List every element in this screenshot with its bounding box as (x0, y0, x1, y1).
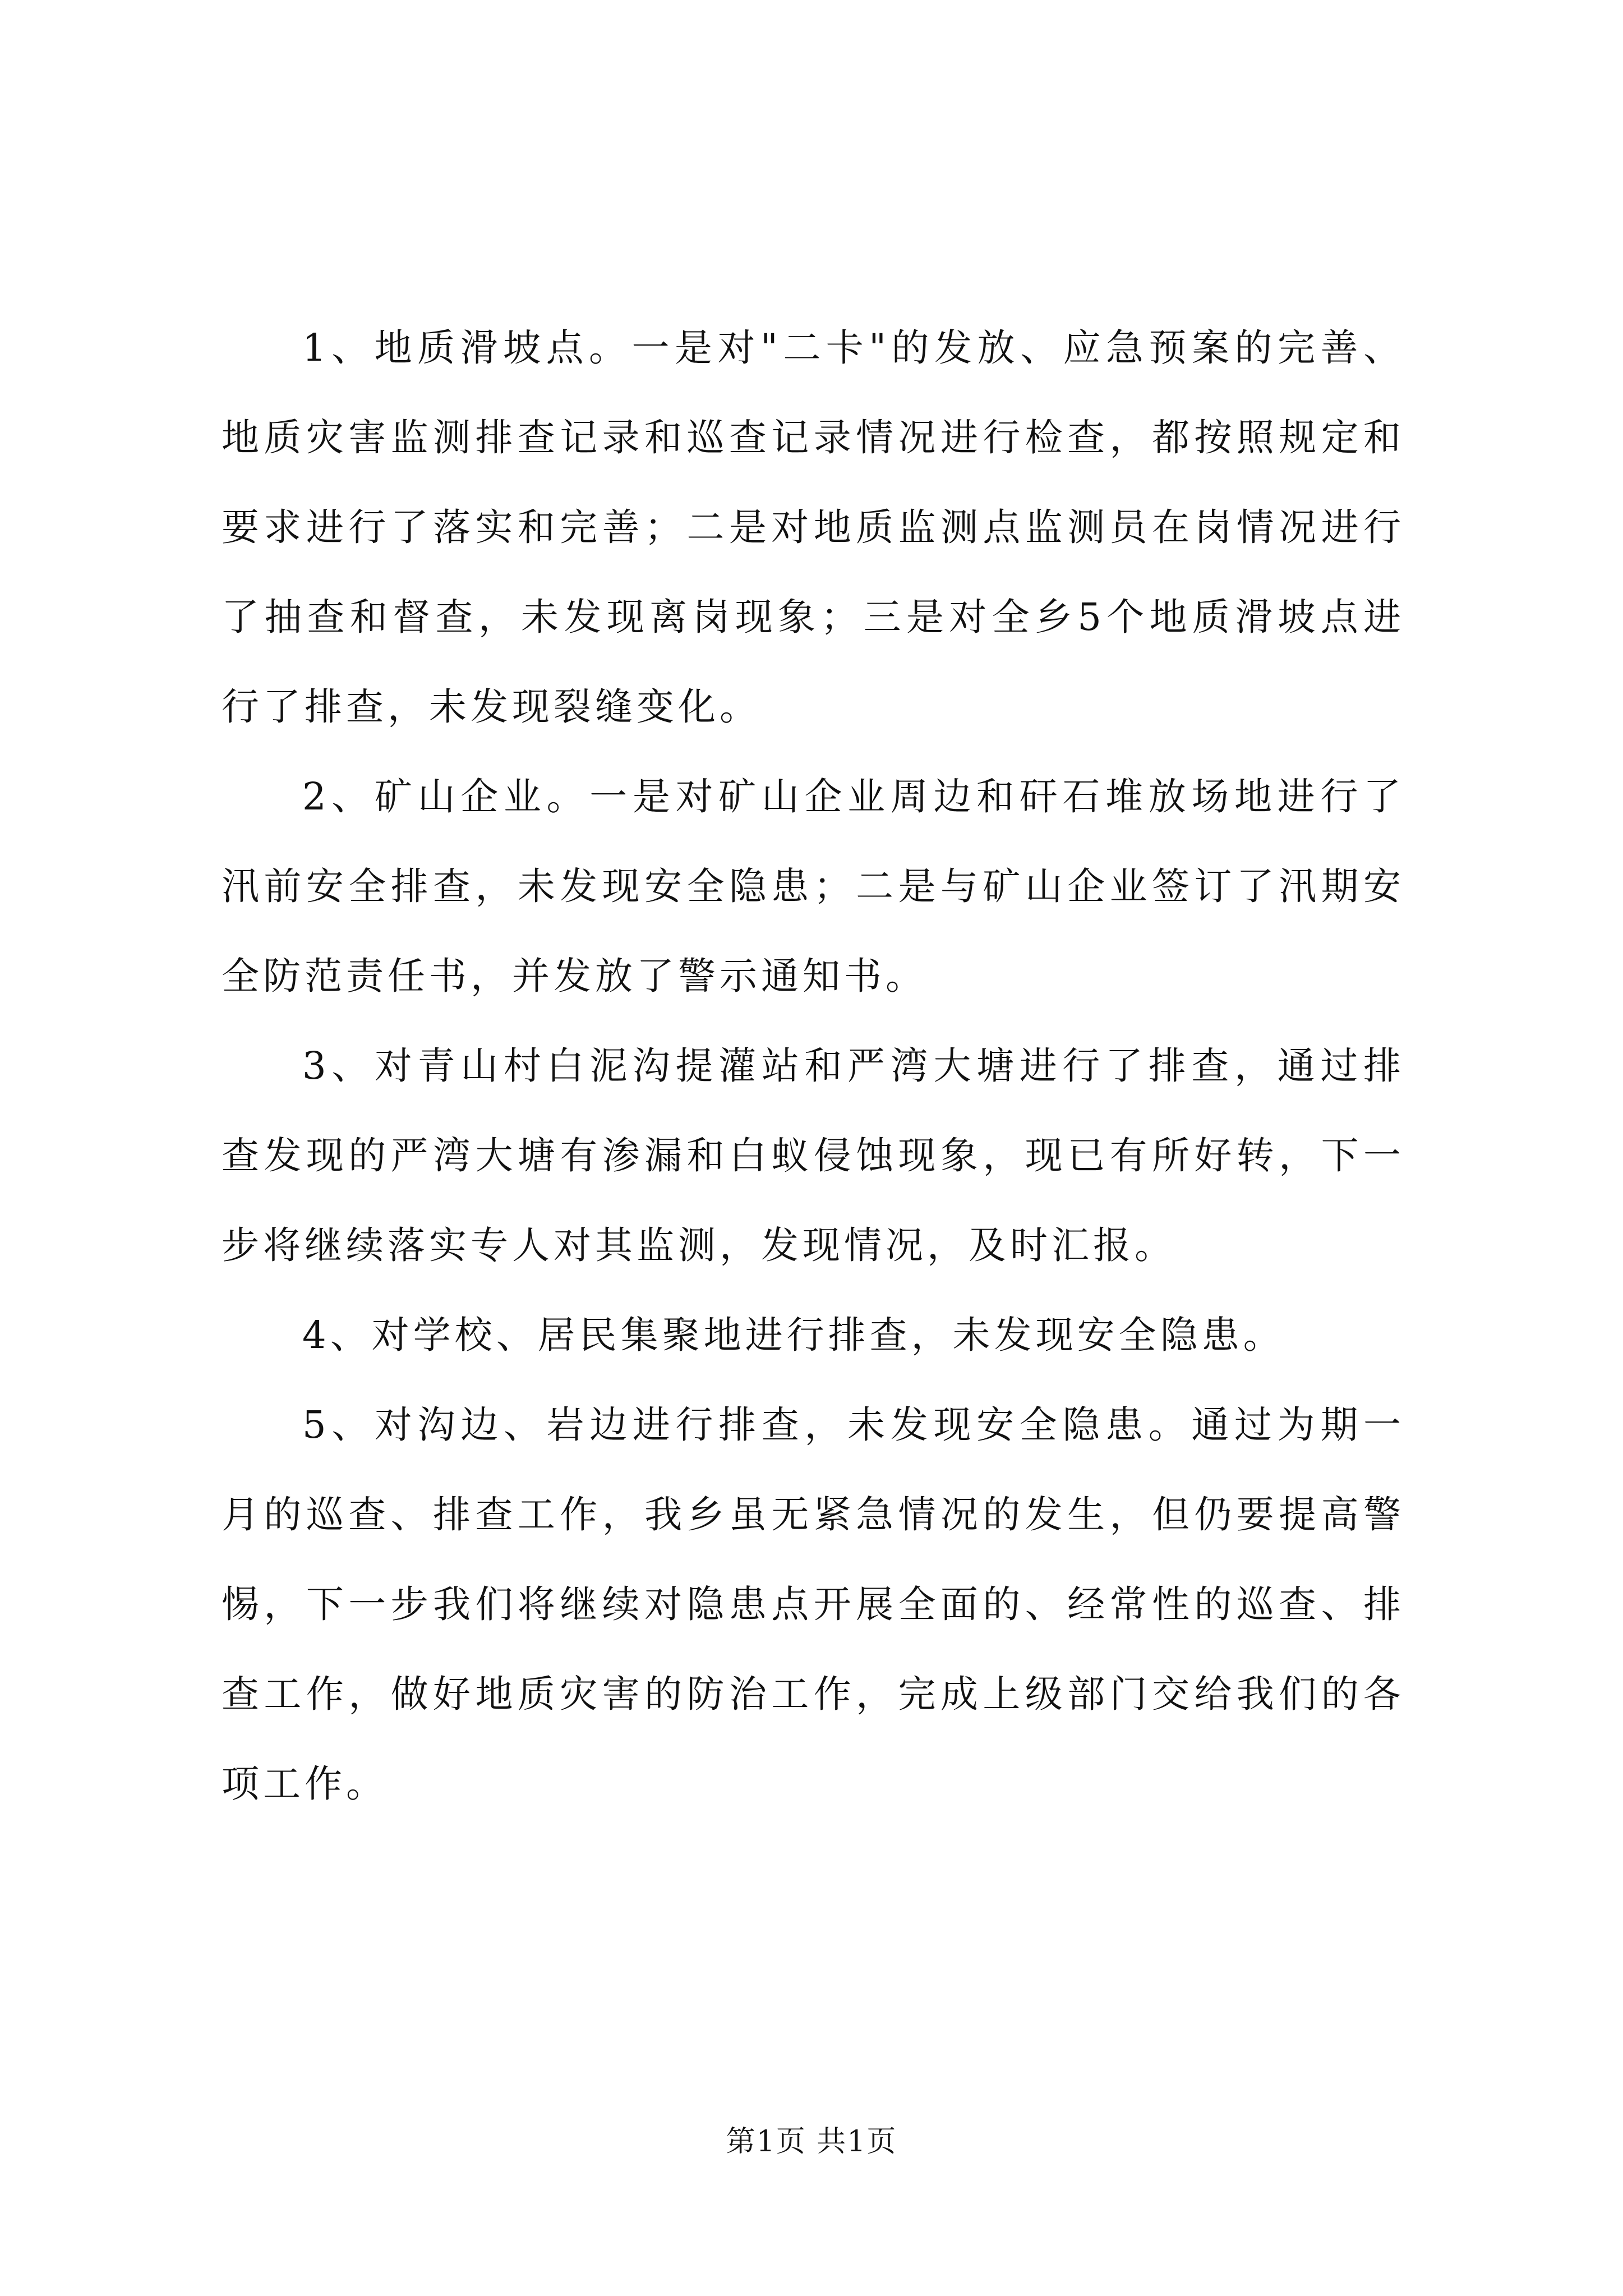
document-body (222, 303, 1405, 1829)
paragraph-2: 2、矿山企业。一是对矿山企业周边和矸石堆放场地进行了汛前安全排查，未发现安全隐患；二是与矿山企业签订了汛期安全防范责任书，并发放了警示通知书。 (222, 775, 1405, 998)
paragraph-1: 1、地质滑坡点。一是对"二卡"的发放、应急预案的完善、地质灾害监测排查记录和巡查记录情况进行检查，都按照规定和要求进行了落实和完善；二是对地质监测点监测员在岗情况进行了抽查和督查，未发现离岗现象；三是对全乡5个地质滑坡点进行了排查，未发现裂缝变化。 (222, 326, 1405, 729)
paragraph-4: 4、对学校、居民集聚地进行排查，未发现安全隐患。 (302, 1313, 1285, 1357)
paragraph-3: 3、对青山村白泥沟提灌站和严湾大塘进行了排查，通过排查发现的严湾大塘有渗漏和白蚁侵蚀现象，现已有所好转，下一步将继续落实专人对其监测，发现情况，及时汇报。 (222, 1044, 1405, 1267)
paragraph-5: 5、对沟边、岩边进行排查，未发现安全隐患。通过为期一月的巡查、排查工作，我乡虽无紧急情况的发生，但仍要提高警惕，下一步我们将继续对隐患点开展全面的、经常性的巡查、排查工作，做好地质灾害的防治工作，完成上级部门交给我们的各项工作。 (222, 1403, 1405, 1806)
page-number-footer: 第1页 共1页 (726, 2125, 897, 2159)
